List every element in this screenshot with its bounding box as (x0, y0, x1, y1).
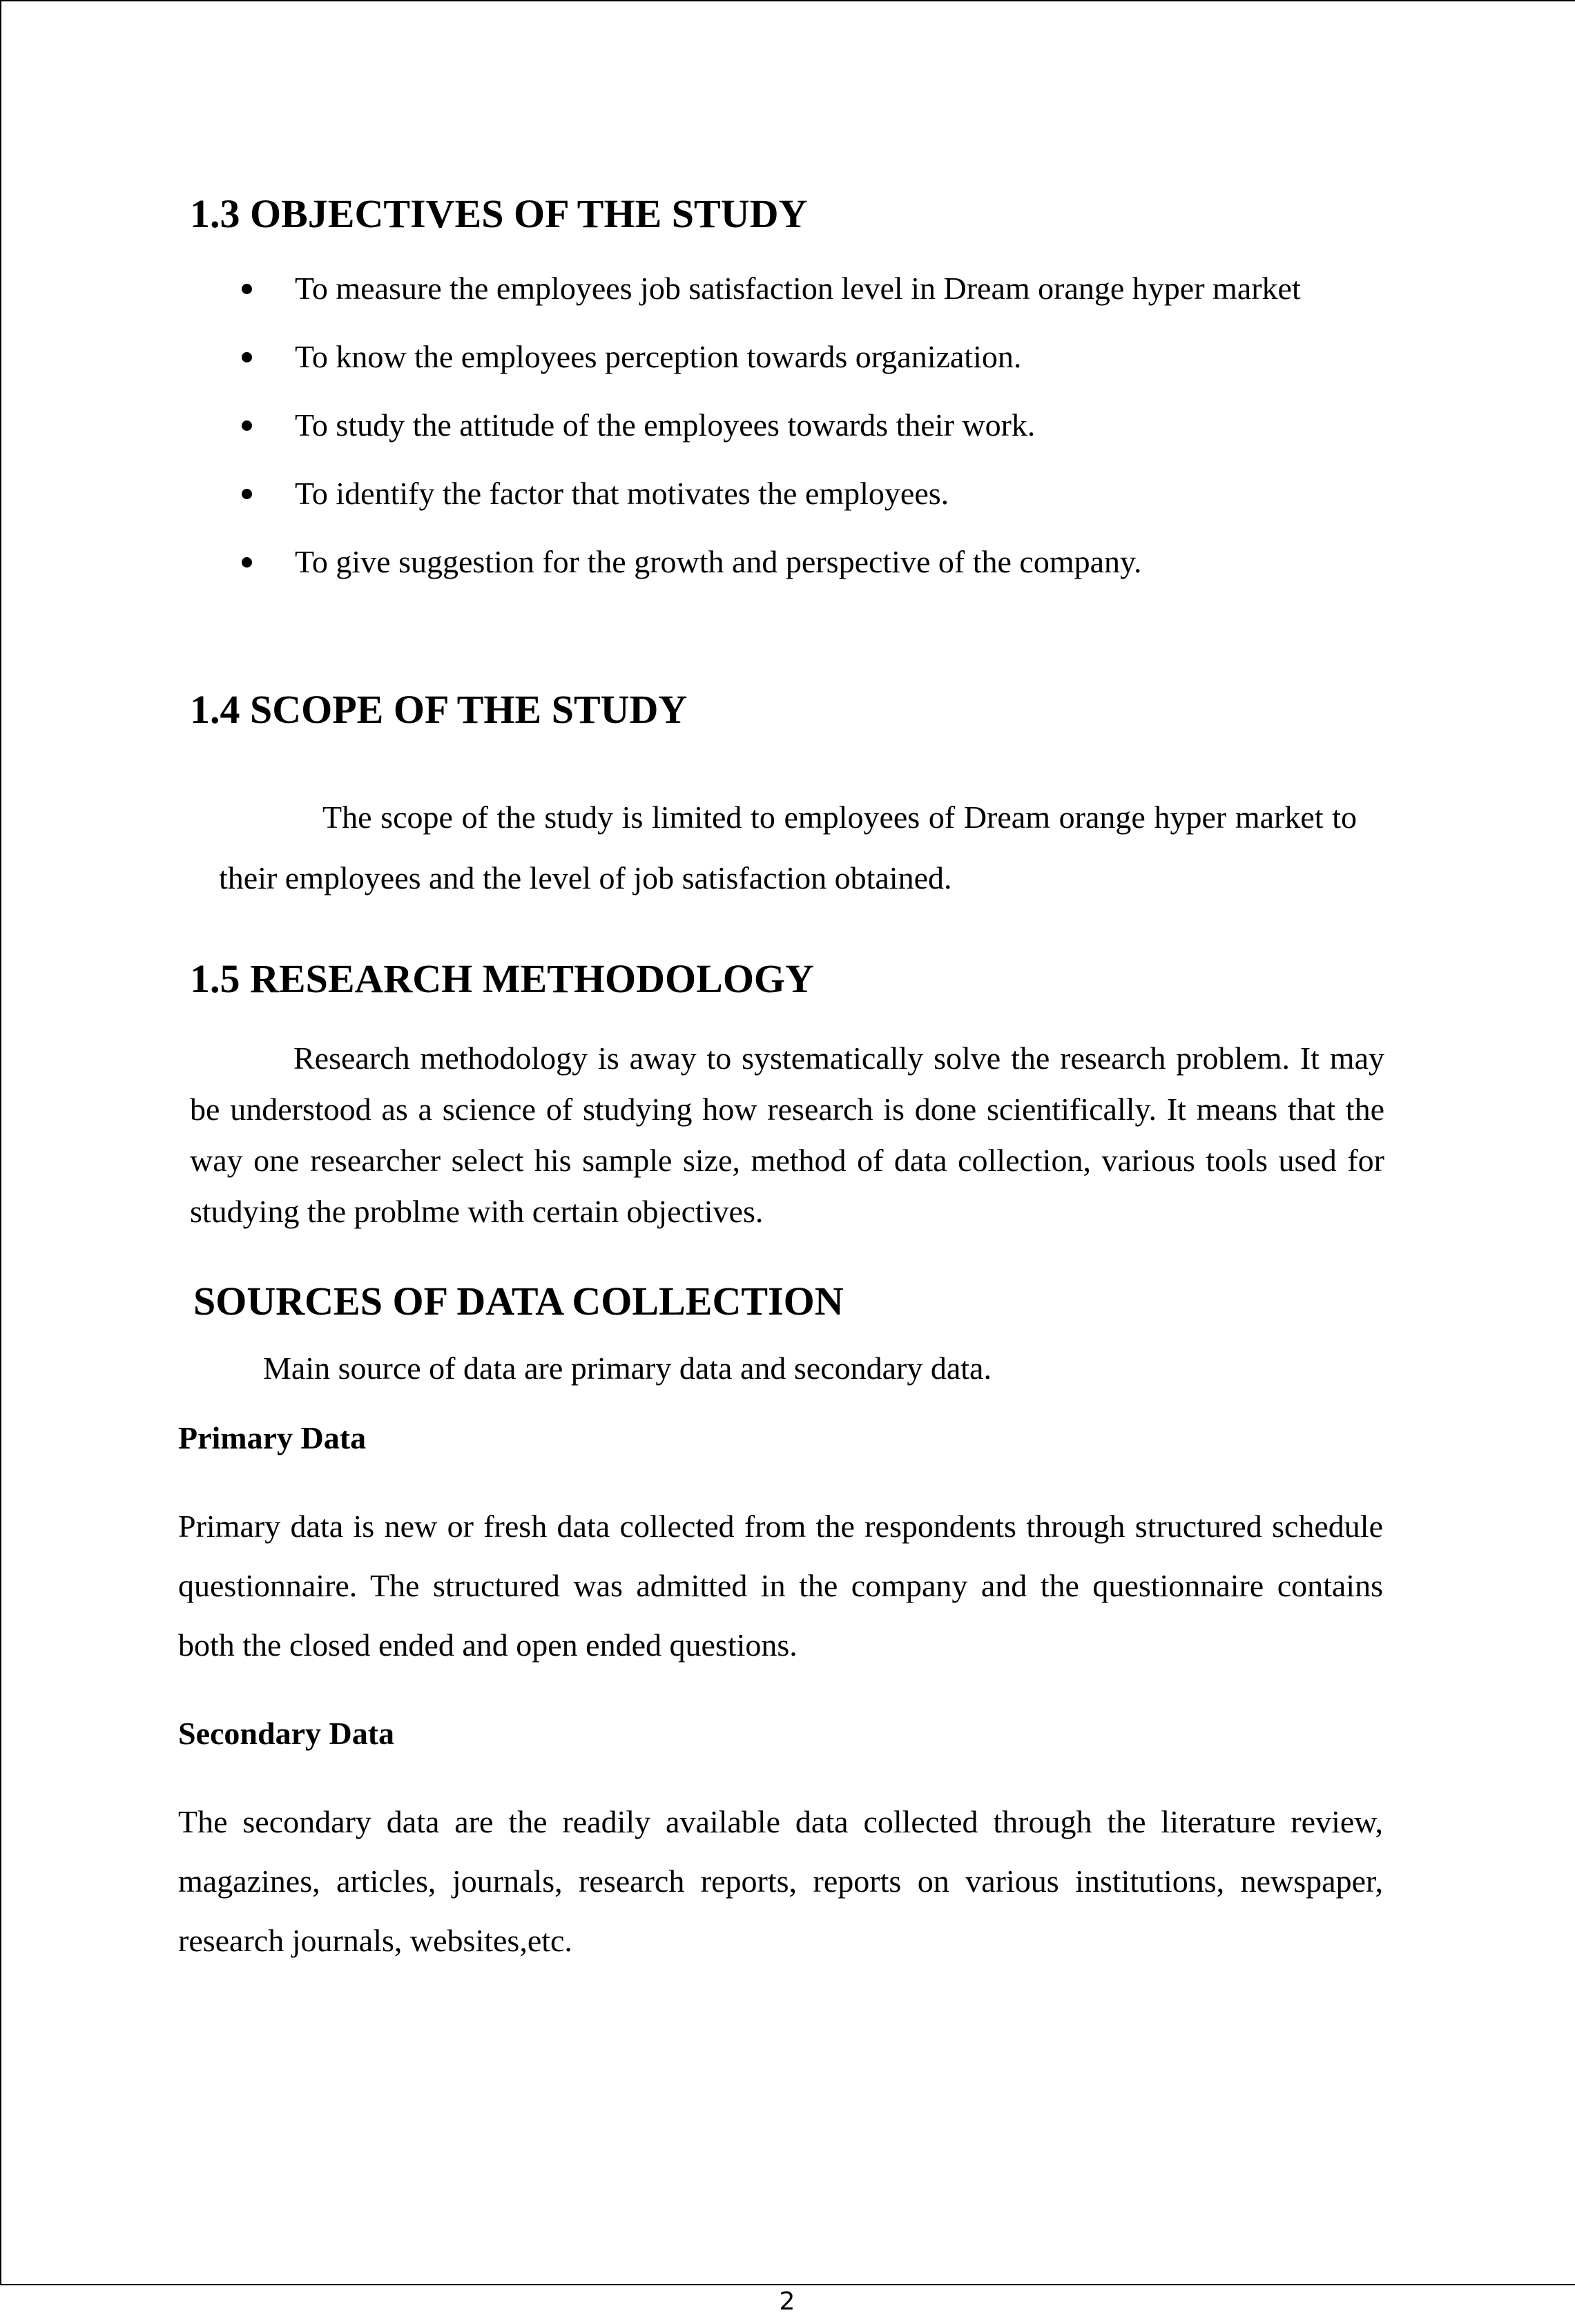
objective-text: To identify the factor that motivates the employees. (295, 476, 949, 511)
page-number: 2 (779, 2287, 795, 2316)
methodology-heading: 1.5 RESEARCH METHODOLOGY (190, 956, 814, 1001)
sources-heading: SOURCES OF DATA COLLECTION (193, 1279, 844, 1324)
sources-intro: Main source of data are primary data and secondary data. (263, 1350, 992, 1386)
list-item (238, 327, 1384, 387)
methodology-paragraph: Research methodology is away to systematically solve the research problem. It may be understood as a science of studying how research is done scientifically. It means that the way one researcher select his sample size, method of data collection, various tools used for studying the problme with certain objectives. (190, 1040, 1384, 1229)
list-item (238, 464, 1384, 523)
objective-text: To know the employees perception towards organization. (295, 339, 1022, 374)
objectives-list (238, 259, 1384, 601)
secondary-data-title: Secondary Data (178, 1716, 395, 1751)
bullet-icon (242, 489, 252, 499)
objectives-heading: 1.3 OBJECTIVES OF THE STUDY (190, 191, 808, 236)
objective-text: To measure the employees job satisfaction level in Dream orange hyper market (295, 271, 1301, 306)
list-item (238, 259, 1384, 318)
scope-heading: 1.4 SCOPE OF THE STUDY (190, 687, 688, 732)
secondary-data-paragraph: The secondary data are the readily available data collected through the literature review, magazines, articles, journals, research reports, reports on various institutions, newspaper, research journals, websites,etc. (178, 1804, 1383, 1958)
list-item (238, 532, 1384, 592)
scope-paragraph: The scope of the study is limited to employees of Dream orange hyper market to their employees and the level of job satisfaction obtained. (219, 800, 1357, 895)
primary-data-paragraph: Primary data is new or fresh data collected from the respondents through structured schedule questionnaire. The structured was admitted in the company and the questionnaire contains both the closed ended and open ended questions. (178, 1509, 1383, 1663)
primary-data-title: Primary Data (178, 1420, 367, 1455)
bullet-icon (242, 352, 252, 362)
objective-text: To study the attitude of the employees towards their work. (295, 407, 1036, 443)
bullet-icon (242, 420, 252, 431)
objective-text: To give suggestion for the growth and perspective of the company. (295, 544, 1142, 579)
list-item (238, 396, 1384, 455)
bullet-icon (242, 284, 252, 294)
bullet-icon (242, 557, 252, 568)
